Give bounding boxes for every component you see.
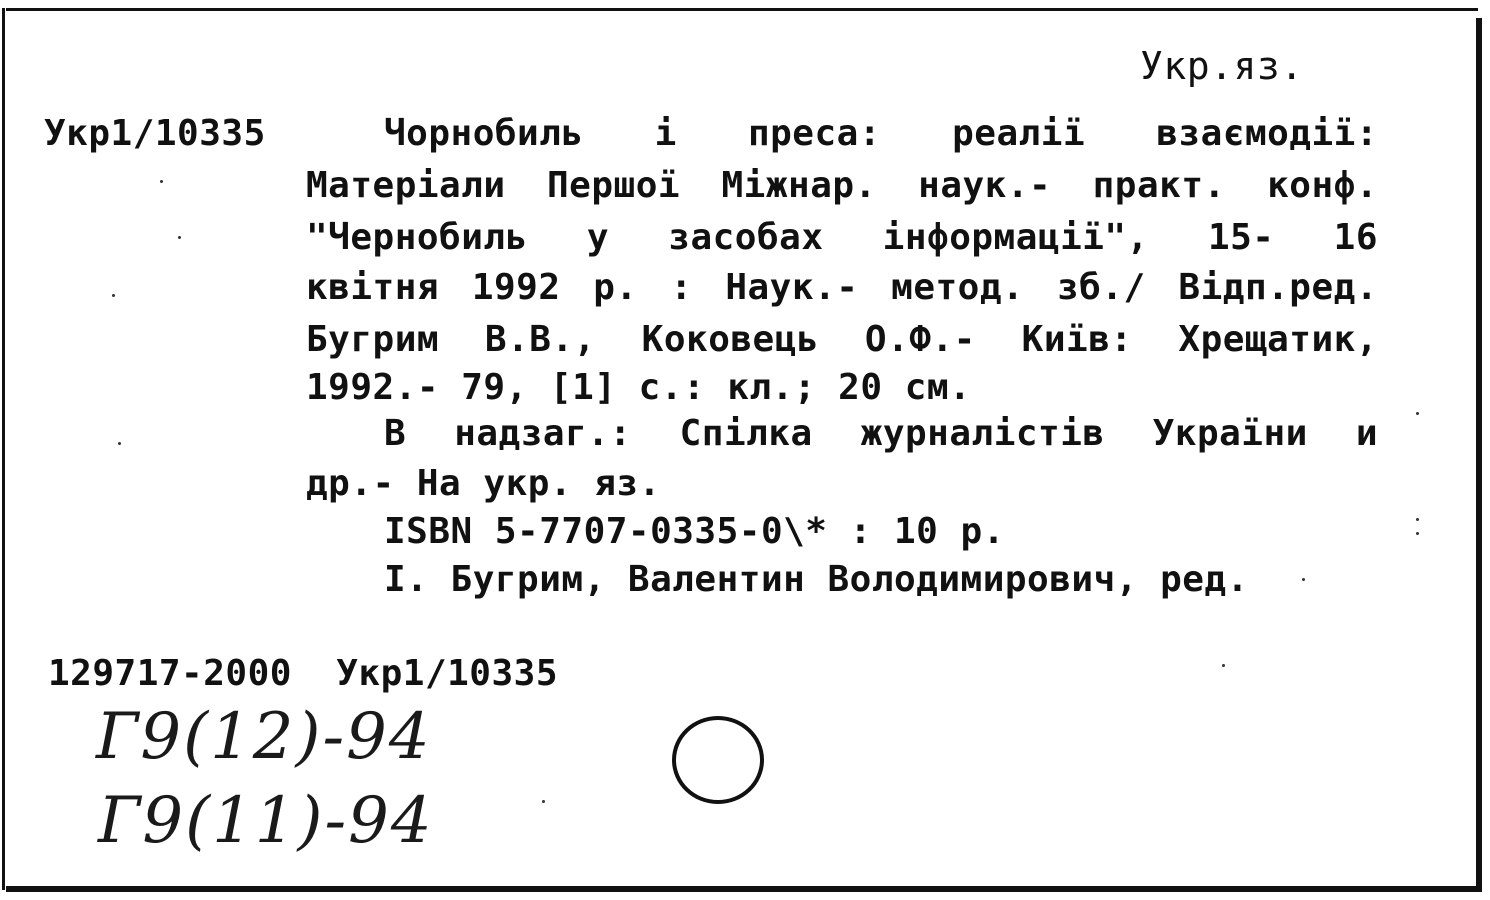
inventory-number: 129717-2000 Укр1/10335 xyxy=(48,653,558,694)
speck xyxy=(118,442,121,445)
entry-line: квітня 1992 р. : Наук.- метод. зб./ Відп.ред. xyxy=(306,267,1378,308)
entry-line: Матеріали Першої Міжнар. наук.- практ. конф. xyxy=(306,165,1378,206)
card-border-right xyxy=(1476,18,1482,890)
isbn-line: ISBN 5-7707-0335-0\* : 10 р. xyxy=(384,511,1005,552)
speck xyxy=(1222,664,1225,667)
card-border-left xyxy=(2,8,5,890)
speck xyxy=(160,180,163,183)
note-line: В надзаг.: Спілка журналістів України и xyxy=(384,413,1378,454)
card-border-top xyxy=(6,8,1478,11)
speck xyxy=(1416,518,1419,521)
speck xyxy=(542,800,545,803)
speck xyxy=(1302,578,1305,581)
circle-stamp-mark xyxy=(672,716,764,804)
note-line: др.- На укр. яз. xyxy=(306,463,661,504)
added-entry-line: I. Бугрим, Валентин Володимирович, ред. xyxy=(384,559,1249,600)
speck xyxy=(178,236,181,239)
entry-line: "Чернобиль у засобах інформації", 15- 16 xyxy=(306,217,1378,258)
card-border-bottom xyxy=(6,886,1482,892)
speck xyxy=(1416,532,1419,535)
entry-line: Бугрим В.В., Коковець О.Ф.- Київ: Хрещатик, xyxy=(306,319,1378,360)
entry-line-title: Чорнобиль і преса: реалії взаємодії: xyxy=(384,113,1378,154)
shelf-mark: Укр1/10335 xyxy=(44,113,266,154)
language-note: Укр.яз. xyxy=(1140,44,1304,88)
handwritten-note: Г9(12)-94 xyxy=(96,700,432,774)
speck xyxy=(1416,412,1419,415)
speck xyxy=(112,294,115,297)
entry-line: 1992.- 79, [1] с.: кл.; 20 см. xyxy=(306,367,972,408)
handwritten-note: Г9(11)-94 xyxy=(98,784,434,858)
